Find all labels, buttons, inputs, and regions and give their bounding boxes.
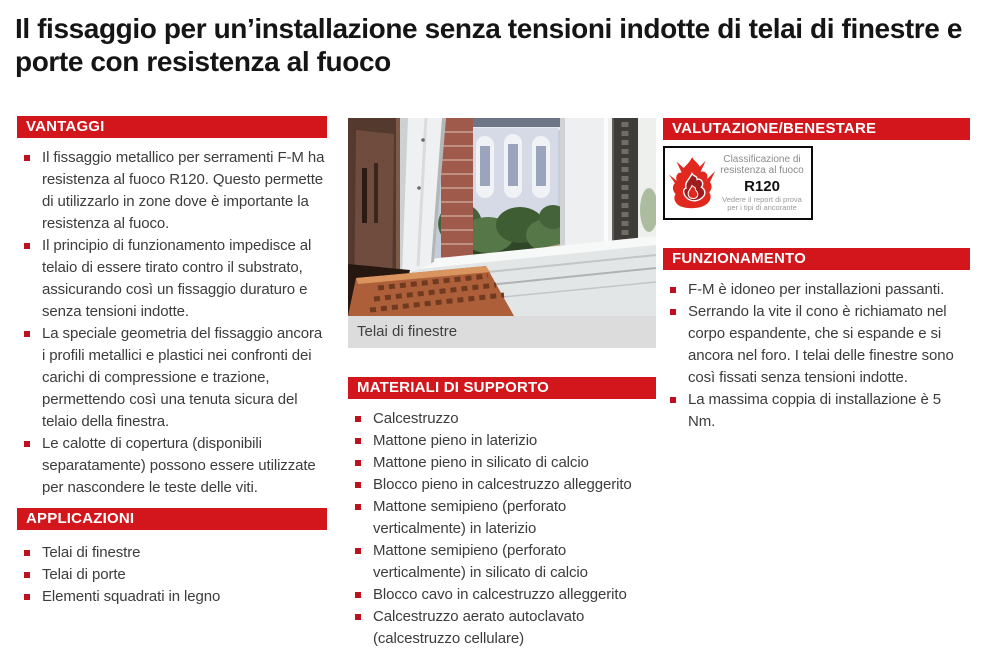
section-vantaggi [17,116,327,499]
badge-classification-label: Classificazione di resistenza al fuoco [720,153,804,176]
list-item [348,540,656,584]
page-title: Il fissaggio per un’installazione senza tensioni indotte di telai di finestre e porte con resistenza al fuoco [15,13,963,77]
section-header-vantaggi: VANTAGGI [17,116,327,138]
list-item-text: Mattone pieno in silicato di calcio [373,454,589,471]
list-item [17,147,327,235]
list-item-text: Calcestruzzo [373,410,459,427]
list-item [348,408,656,430]
badge-text [716,153,808,214]
bullet-square-icon [24,155,30,161]
list-item [17,586,327,608]
list-item [17,235,327,323]
list-item-text: Le calotte di copertura (disponibili separatamente) possono essere utilizzate per nascondere le teste delle viti. [42,435,316,496]
window-frame-photo [348,118,656,316]
section-applicazioni [17,508,327,608]
bullet-square-icon [670,397,676,403]
bullet-square-icon [355,416,361,422]
bullet-square-icon [670,287,676,293]
list-item [663,301,970,389]
bullet-square-icon [355,614,361,620]
list-item-text: Mattone pieno in laterizio [373,432,538,449]
bullet-square-icon [355,504,361,510]
list-item [17,323,327,433]
list-item-text: Telai di finestre [42,544,141,561]
bullet-square-icon [24,572,30,578]
photo-caption: Telai di finestre [348,316,656,348]
list-item-text: Blocco cavo in calcestruzzo alleggerito [373,586,627,603]
list-item-text: Elementi squadrati in legno [42,588,221,605]
section-header-funzionamento: FUNZIONAMENTO [663,248,970,270]
list-item [348,606,656,650]
bullet-square-icon [355,438,361,444]
list-item-text: Il fissaggio metallico per serramenti F-M ha resistenza al fuoco R120. Questo permette di utilizzarlo in zone dove è importante la resistenza al fuoco. [42,149,325,232]
bullet-square-icon [24,441,30,447]
bullet-square-icon [24,331,30,337]
fire-rating-badge [663,146,813,220]
applicazioni-list [17,542,327,608]
funzionamento-list [663,279,970,433]
bullet-square-icon [355,548,361,554]
list-item [663,389,970,433]
badge-rating-value: R120 [744,177,780,195]
bullet-square-icon [670,309,676,315]
list-item-text: Calcestruzzo aerato autoclavato (calcestruzzo cellulare) [373,608,585,647]
list-item-text: F-M è idoneo per installazioni passanti. [688,281,945,298]
list-item-text: Il principio di funzionamento impedisce al telaio di essere tirato contro il substrato, assicurando così un fissaggio duraturo e senza tensioni indotte. [42,237,312,320]
product-photo-figure [348,118,656,348]
section-materiali-di-supporto [348,377,656,650]
materiali-list [348,408,656,650]
section-funzionamento [663,248,970,433]
list-item-text: Serrando la vite il cono è richiamato nel corpo espandente, che si espande e si ancora nel foro. I telai delle finestre sono così fissati senza tensioni indotte. [688,303,954,386]
flame-icon [668,152,716,214]
badge-note: Vedere il report di prova per i tipi di ancorante [722,194,802,212]
bullet-square-icon [24,550,30,556]
list-item [663,279,970,301]
list-item [348,452,656,474]
list-item [348,584,656,606]
list-item [348,430,656,452]
list-item-text: Mattone semipieno (perforato verticalmente) in laterizio [373,498,567,537]
bullet-square-icon [355,592,361,598]
bullet-square-icon [355,460,361,466]
vantaggi-list [17,147,327,499]
list-item-text: La speciale geometria del fissaggio ancora i profili metallici e plastici nei confronti dei carichi di compressione e trazione, permettendo così una tenuta sicura del telaio della finestra. [42,325,323,430]
list-item [348,496,656,540]
list-item-text: Blocco pieno in calcestruzzo alleggerito [373,476,632,493]
bullet-square-icon [24,594,30,600]
list-item [17,542,327,564]
list-item [17,433,327,499]
list-item [17,564,327,586]
list-item-text: La massima coppia di installazione è 5 Nm. [688,391,942,430]
list-item-text: Telai di porte [42,566,126,583]
section-header-materiali: MATERIALI DI SUPPORTO [348,377,656,399]
section-header-applicazioni: APPLICAZIONI [17,508,327,530]
bullet-square-icon [355,482,361,488]
section-header-valutazione: VALUTAZIONE/BENESTARE [663,118,970,140]
bullet-square-icon [24,243,30,249]
section-valutazione-benestare [663,118,970,220]
list-item-text: Mattone semipieno (perforato verticalmente) in silicato di calcio [373,542,588,581]
list-item [348,474,656,496]
